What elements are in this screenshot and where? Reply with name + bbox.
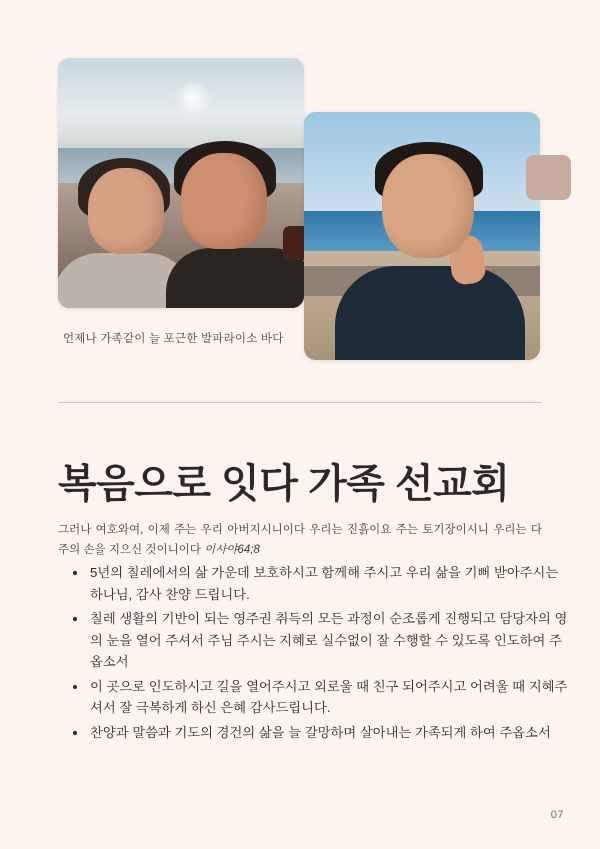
- verse-reference: 이사야64;8: [204, 543, 260, 556]
- photo-right-person-face: [382, 154, 474, 258]
- page-number: 07: [550, 809, 564, 821]
- list-item: • 찬양과 말씀과 기도의 경건의 삶을 늘 갈망하며 살아내는 가족되게 하여 주옵소서: [88, 722, 570, 744]
- photo-caption: 언제나 가족같이 늘 포근한 발파라이소 바다: [63, 333, 284, 345]
- photo-young-man-peace-sign: [304, 112, 540, 360]
- scripture-verse: [58, 520, 542, 560]
- photo-left-sun: [171, 83, 215, 113]
- list-item: • 이 곳으로 인도하시고 길을 열어주시고 외로울 때 친구 되어주시고 어려울 때 지혜주셔서 잘 극복하게 하신 은혜 감사드립니다.: [88, 676, 570, 719]
- prayer-request-list: [64, 562, 570, 746]
- photo-left-man-face: [181, 153, 267, 249]
- page-title: 복음으로 잇다 가족 선교회: [58, 461, 510, 506]
- photo-collage: [0, 0, 600, 390]
- section-divider: [58, 402, 542, 403]
- photo-left-woman-face: [88, 168, 164, 254]
- photo-right-person-body: [335, 266, 525, 360]
- photo-beach-couple: [58, 58, 304, 308]
- list-item: • 5년의 칠레에서의 삶 가운데 보호하시고 함께해 주시고 우리 삶을 기뻐 받아주시는 하나님, 감사 찬양 드립니다.: [88, 562, 570, 605]
- accent-square-light: [526, 155, 571, 200]
- verse-text: 그러나 여호와여, 이제 주는 우리 아버지시니이다 우리는 진흙이요 주는 토기장이시니 우리는 다 주의 손을 지으신 것이니이다: [58, 523, 542, 556]
- list-item: • 칠레 생활의 기반이 되는 영주권 취득의 모든 과정이 순조롭게 진행되고 담당자의 영의 눈을 열어 주셔서 주님 주시는 지혜로 실수없이 잘 수행할 수 있도록 인도하여 주옵소서: [88, 608, 570, 673]
